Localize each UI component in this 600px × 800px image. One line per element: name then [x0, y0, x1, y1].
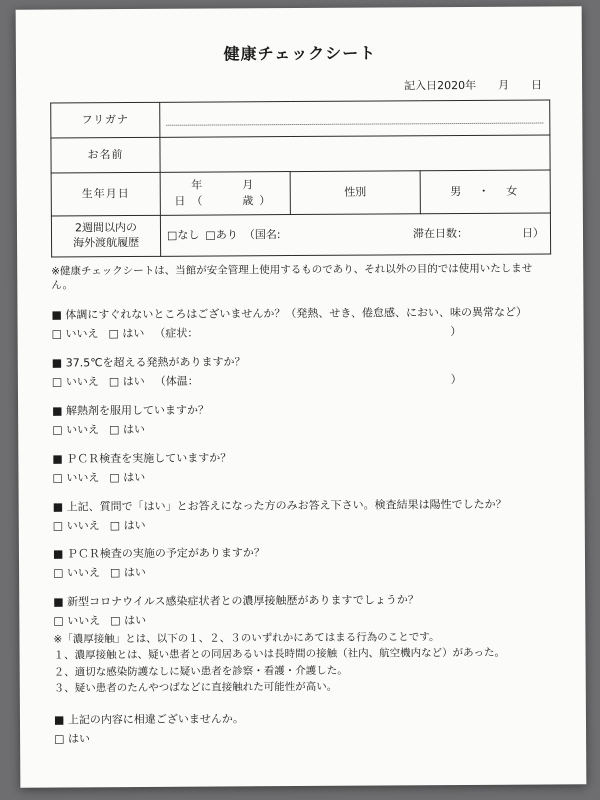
q2-temperature-label: （体温：: [154, 374, 199, 388]
definition-intro: ※「濃厚接触」とは、以下の１、２、３のいずれかにあてはまる行為のことです。: [53, 631, 440, 646]
question-6-text: ■ ＰＣＲ検査の実施の予定がありますか？: [52, 546, 265, 561]
q2-temperature-input[interactable]: [199, 383, 451, 385]
travel-country-input[interactable]: [287, 234, 407, 235]
q3-checkbox-no[interactable]: □ いいえ: [52, 422, 100, 437]
q1-checkbox-no[interactable]: □ いいえ: [51, 327, 99, 341]
definition-item-1: １、濃厚接触とは、疑い患者との同居あるいは長時間の接触（社内、航空機内など）があった。: [53, 647, 506, 662]
confirmation-answers: [54, 729, 554, 748]
dob-field[interactable]: 年 月 日（ 歳）: [160, 172, 290, 216]
question-block-confirmation: [54, 710, 554, 748]
close-contact-answers: [53, 611, 553, 630]
q2-checkbox-no[interactable]: □ いいえ: [51, 375, 99, 389]
question-1-answers: [52, 323, 552, 342]
travel-days-label: 滞在日数：: [412, 226, 469, 241]
question-block-5: [53, 496, 553, 534]
furigana-label: フリガナ: [51, 102, 160, 138]
q6-checkbox-yes[interactable]: □ はい: [109, 566, 146, 580]
question-5-answers: [53, 515, 553, 534]
q1-symptom-input[interactable]: [198, 335, 450, 337]
question-block-1: [51, 305, 551, 343]
dob-label: 生年月日: [51, 172, 160, 216]
q4-checkbox-yes[interactable]: □ はい: [109, 470, 146, 484]
definition-item-3: ３、疑い患者のたんやつばなどに直接触れた可能性が高い。: [53, 680, 338, 695]
paper-sheet: [16, 6, 587, 787]
question-block-close-contact: [53, 592, 554, 697]
confirmation-question-text: ■ 上記の内容に相違ございませんか。: [53, 712, 244, 727]
question-block-3: [52, 400, 552, 438]
definition-item-2: ２、適切な感染防護なしに疑い患者を診察・看護・介護した。: [53, 664, 348, 679]
q4-checkbox-no[interactable]: □ いいえ: [52, 470, 100, 485]
question-2-answers: [52, 371, 552, 390]
close-contact-question-text: ■ 新型コロナウイルス感染症状者との濃厚接触歴がありますでしょうか？: [53, 593, 419, 609]
sex-label: 性別: [290, 171, 420, 215]
question-3-text: ■ 解熱剤を服用していますか？: [52, 403, 210, 418]
question-5-text: ■ 上記、質問で「はい」とお答えになった方のみお答え下さい。検査結果は陽性でしたか？: [52, 497, 507, 514]
q5-checkbox-no[interactable]: □ いいえ: [52, 518, 100, 533]
question-4-answers: [52, 467, 552, 486]
table-row-furigana: [51, 100, 550, 138]
privacy-note: ※健康チェックシートは、当館が安全管理上使用するものであり、それ以外の目的では使用いたしません。: [51, 262, 533, 292]
name-label: お名前: [51, 137, 160, 173]
travel-country-label: （国名:: [243, 227, 281, 242]
travel-history-label: [51, 215, 160, 256]
contact-checkbox-no[interactable]: □ いいえ: [53, 614, 101, 628]
table-row-name: [51, 135, 550, 173]
q1-checkbox-yes[interactable]: □ はい: [108, 326, 145, 341]
travel-history-field: [160, 213, 550, 256]
close-contact-definition: [53, 629, 553, 697]
page-title: 健康チェックシート: [223, 43, 377, 64]
question-block-6: [53, 544, 553, 582]
question-3-answers: [52, 419, 552, 438]
question-2-text: ■ 37.5℃を超える発熱がありますか？: [51, 355, 246, 370]
question-block-4: [52, 448, 552, 486]
q6-checkbox-no[interactable]: □ いいえ: [53, 566, 101, 580]
travel-checkbox-none[interactable]: □なし: [166, 228, 200, 242]
question-block-2: [52, 352, 552, 390]
q5-checkbox-yes[interactable]: □ はい: [109, 518, 146, 532]
question-4-text: ■ ＰＣＲ検査を実施していますか？: [52, 451, 232, 466]
travel-days-unit: 日）: [521, 226, 545, 240]
question-1-text: ■ 体調にすぐれないところはございませんか？（発熱、せき、倦怠感、におい、味の異常など）: [51, 305, 527, 322]
table-row-travel: [51, 213, 550, 257]
table-row-dob: [51, 170, 550, 216]
question-6-answers: [53, 563, 553, 582]
q2-checkbox-yes[interactable]: □ はい: [108, 374, 145, 389]
travel-history-label-text: 2週間以内の 海外渡航履歴: [73, 220, 140, 250]
furigana-field[interactable]: [160, 100, 550, 137]
q2-temperature-close: ）: [450, 372, 462, 386]
name-field[interactable]: [160, 135, 550, 172]
q1-symptom-label: （症状：: [154, 326, 199, 340]
health-check-form: [50, 40, 554, 760]
q3-checkbox-yes[interactable]: □ はい: [109, 422, 146, 436]
contact-checkbox-yes[interactable]: □ はい: [110, 614, 147, 628]
sex-field[interactable]: 男 ・ 女: [420, 170, 550, 214]
entry-date-line: 記入日2020年 月 日: [404, 78, 543, 93]
q1-symptom-close: ）: [450, 325, 462, 339]
dotted-rule: [166, 112, 543, 126]
travel-checkbox-yes[interactable]: □あり: [205, 228, 238, 242]
personal-info-table: [50, 100, 551, 258]
confirmation-checkbox-yes[interactable]: □ はい: [54, 732, 91, 746]
